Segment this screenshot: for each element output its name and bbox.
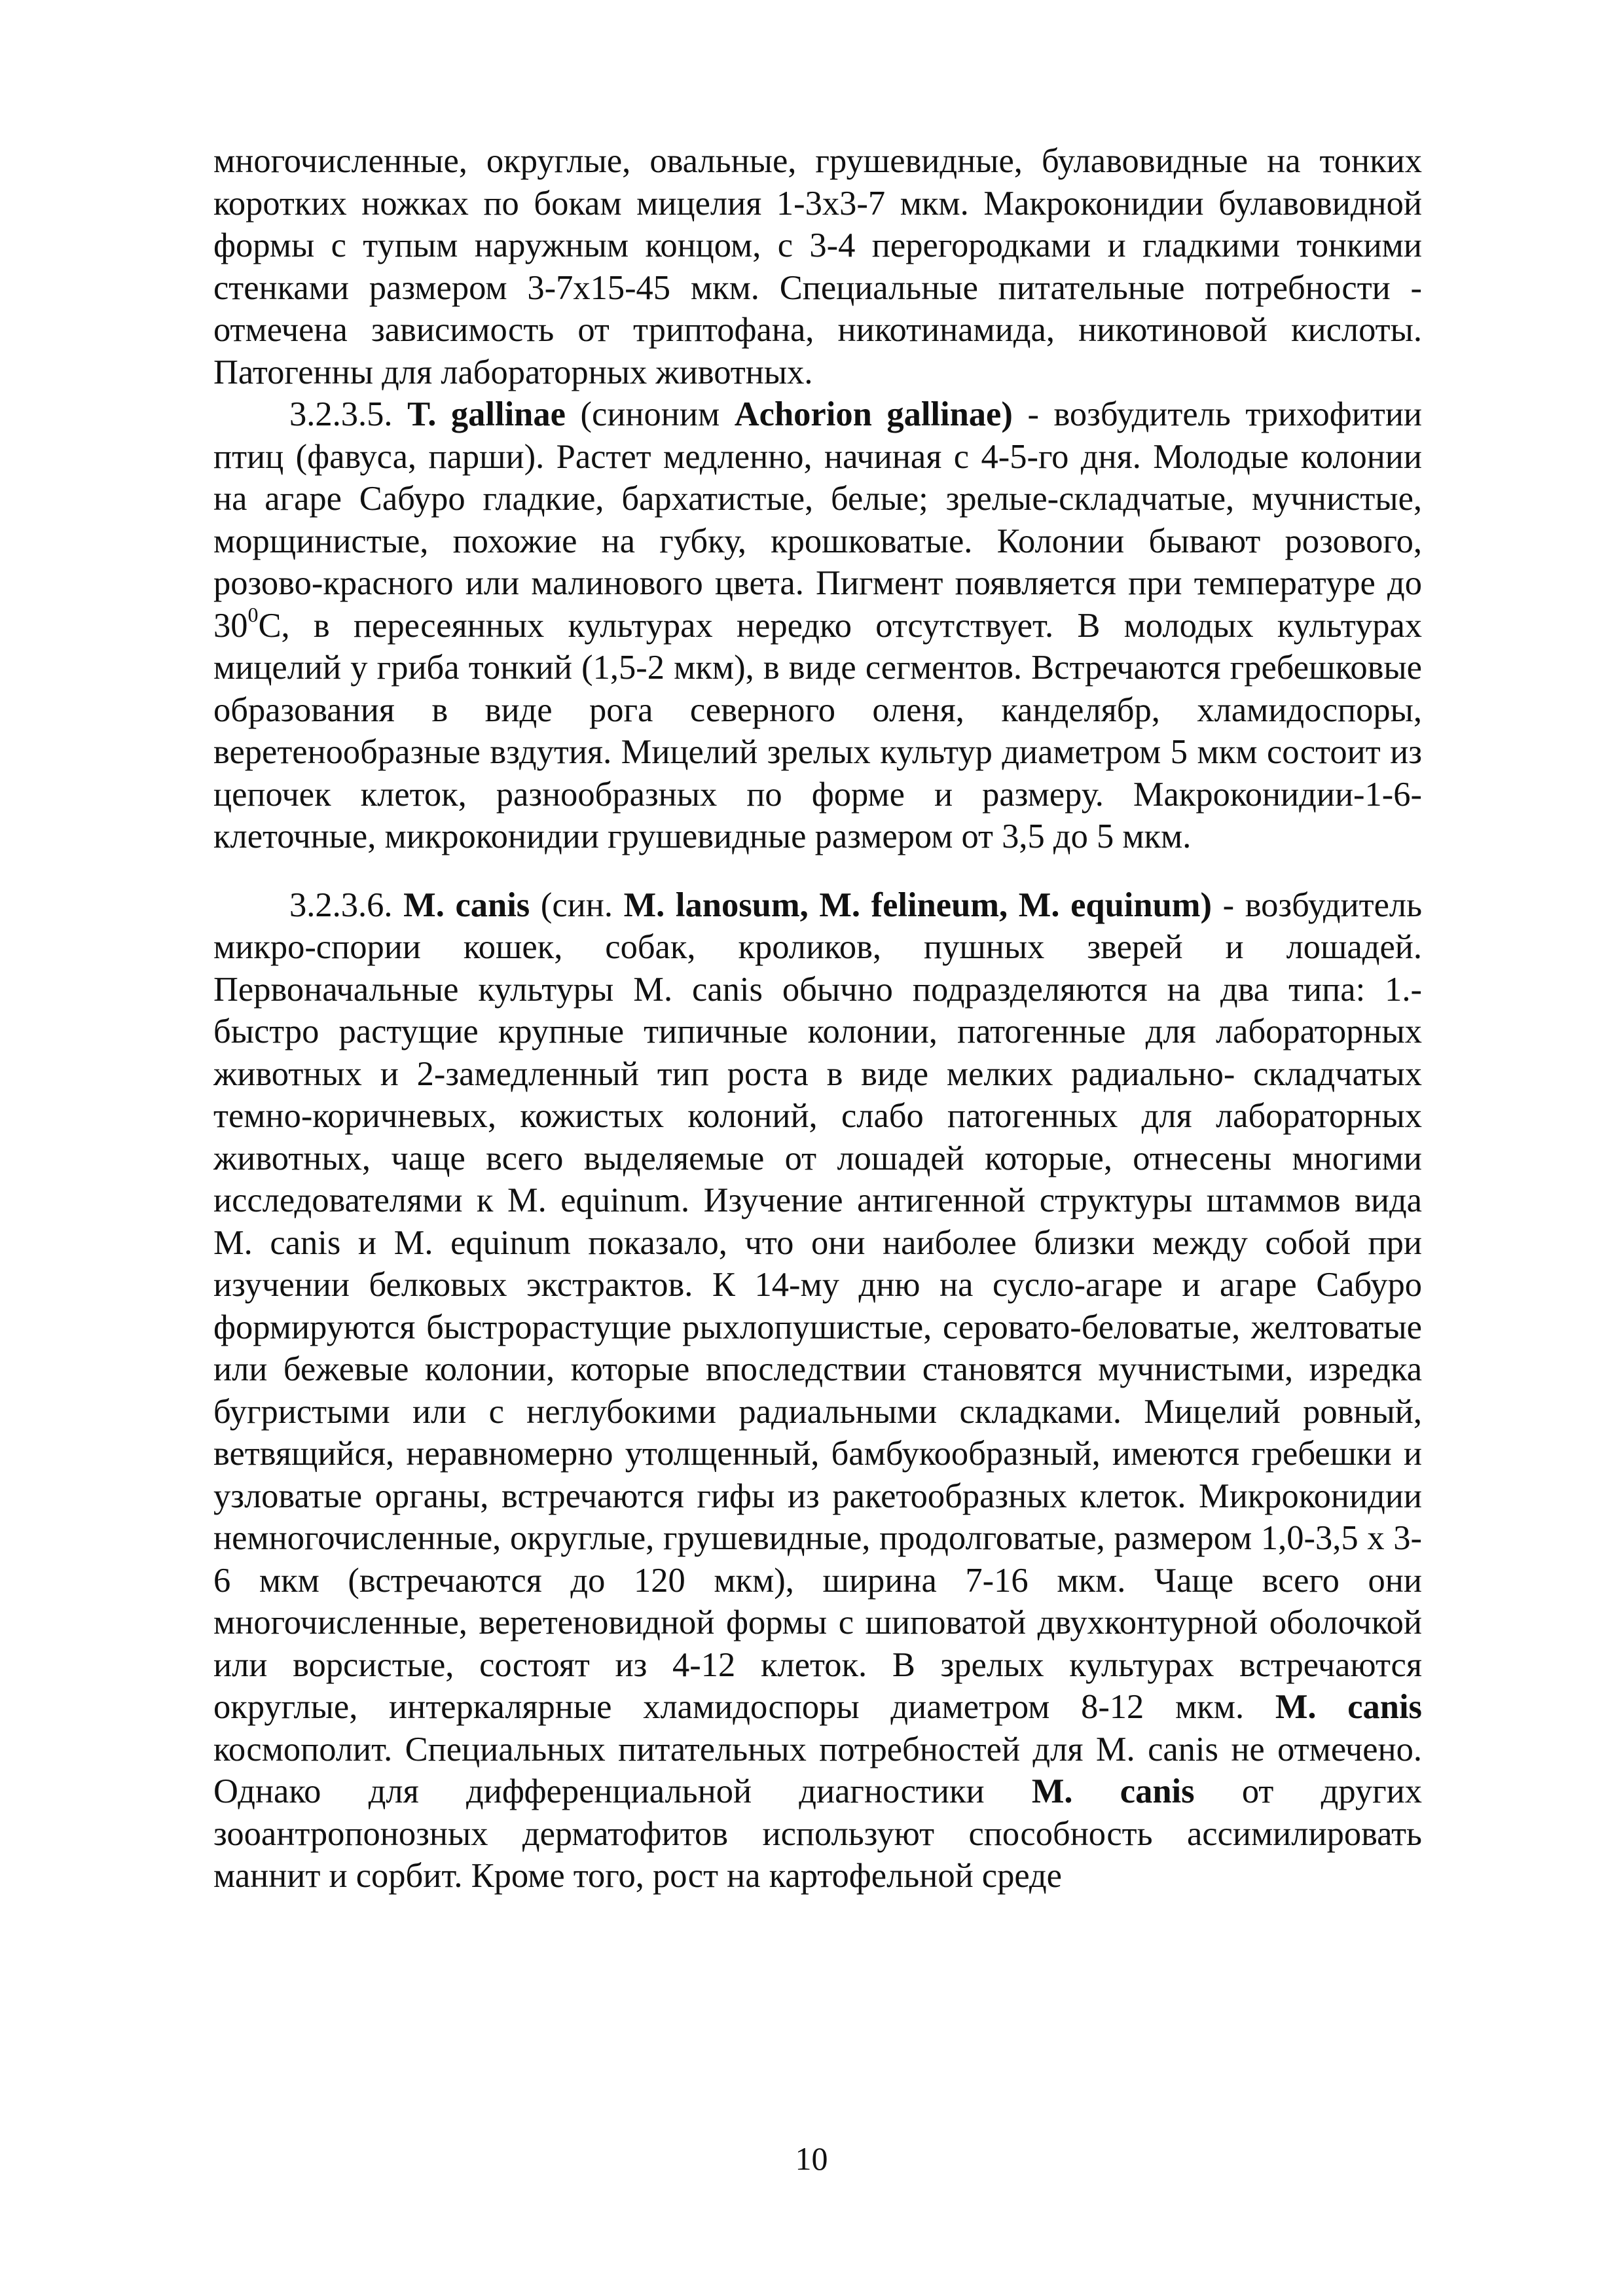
paragraph-continuation: [213, 140, 1422, 393]
paragraph-text: - возбудитель микро-спории кошек, собак, кроликов, пушных зверей и лошадей. Первоначальные культуры M. canis обычно подразделяются на два типа: 1.- быстро растущие крупные типичные колонии, патогенные для лабораторных животных и 2-замедленный тип роста в виде мелких радиально- складчатых темно-коричневых, кожистых колоний, слабо патогенных для лабораторных животных, чаще всего выделяемые от лошадей которые, отнесены многими исследователями к M. equinum. Изучение антигенной структуры штаммов вида M. canis и M. equinum показало, что они наиболее близки между собой при изучении белковых экстрактов. К 14-му дню на сусло-агаре и агаре Сабуро формируются быстрорастущие рыхлопушистые, серовато-беловатые, желтоватые или бежевые колонии, которые впоследствии становятся мучнистыми, изредка бугристыми или с неглубокими радиальными складками. Мицелий ровный, ветвящийся, неравномерно утолщенный, бамбукообразный, имеются гребешки и узловатые органы, встречаются гифы из ракетообразных клеток. Микроконидии немногочисленные, округлые, грушевидные, продолговатые, размером 1,0-3,5 х 3-6 мкм (встречаются до 120 мкм), ширина 7-16 мкм. Чаще всего они многочисленные, веретеновидной формы с шиповатой двухконтурной оболочкой или ворсистые, состоят из 4-12 клеток. В зрелых культурах встречаются округлые, интеркалярные хламидоспоры диаметром 8-12 мкм.: [213, 886, 1423, 1726]
paragraph-text: С, в пересеянных культурах нередко отсутствует. В молодых культурах мицелий у гриба тонкий (1,5-2 мкм), в виде сегментов. Встречаются гребешковые образования в виде рога северного оленя, канделябр, хламидоспоры, веретенообразные вздутия. Мицелий зрелых культур диаметром 5 мкм состоит из цепочек клеток, разнообразных по форме и размеру. Макроконидии-1-6-клеточные, микроконидии грушевидные размером от 3,5 до 5 мкм.: [213, 606, 1422, 855]
section-number: 3.2.3.5.: [289, 395, 393, 433]
paragraph-text: от других зооантропонозных дерматофитов используют способность ассимилировать маннит и сорбит. Кроме того, рост на картофельной среде: [213, 1772, 1423, 1895]
species-synonym: Achorion gallinae): [734, 395, 1013, 433]
species-name: M. canis: [403, 886, 530, 924]
degree-superscript: 0: [247, 603, 259, 626]
document-body: [213, 140, 1422, 1897]
paragraph-text: - возбудитель трихофитии птиц (фавуса, парши). Растет медленно, начиная с 4-5-го дня. Молодые колонии на агаре Сабуро гладкие, бархатистые, белые; зрелые-складчатые, мучнистые, морщинистые, похожие на губку, крошковатые. Колонии бывают розового, розово-красного или малинового цвета. Пигмент появляется при температуре до 30: [213, 395, 1423, 645]
page-number: 10: [795, 2140, 828, 2177]
paragraph-text: многочисленные, округлые, овальные, грушевидные, булавовидные на тонких коротких ножках по бокам мицелия 1-3х3-7 мкм. Макроконидии булавовидной формы с тупым наружным концом, с 3-4 перегородками и гладкими тонкими стенками размером 3-7х15-45 мкм. Специальные питательные потребности - отмечена зависимость от триптофана, никотинамида, никотиновой кислоты. Патогенны для лабораторных животных.: [213, 142, 1422, 391]
synonym-prefix: (син.: [540, 886, 613, 924]
paragraph-t-gallinae: [213, 393, 1422, 858]
species-name: M. canis: [1031, 1772, 1195, 1810]
section-number: 3.2.3.6.: [289, 886, 393, 924]
species-synonyms: M. lanosum, M. felineum, M. equinum): [623, 886, 1212, 924]
synonym-prefix: (синоним: [580, 395, 720, 433]
paragraph-m-canis: [213, 884, 1422, 1897]
species-name: T. gallinae: [407, 395, 566, 433]
paragraph-text: космополит. Специальных питательных потребностей для M. canis не отмечено. Однако для дифференциальной диагностики: [213, 1730, 1422, 1810]
species-name: M. canis: [1275, 1688, 1422, 1726]
